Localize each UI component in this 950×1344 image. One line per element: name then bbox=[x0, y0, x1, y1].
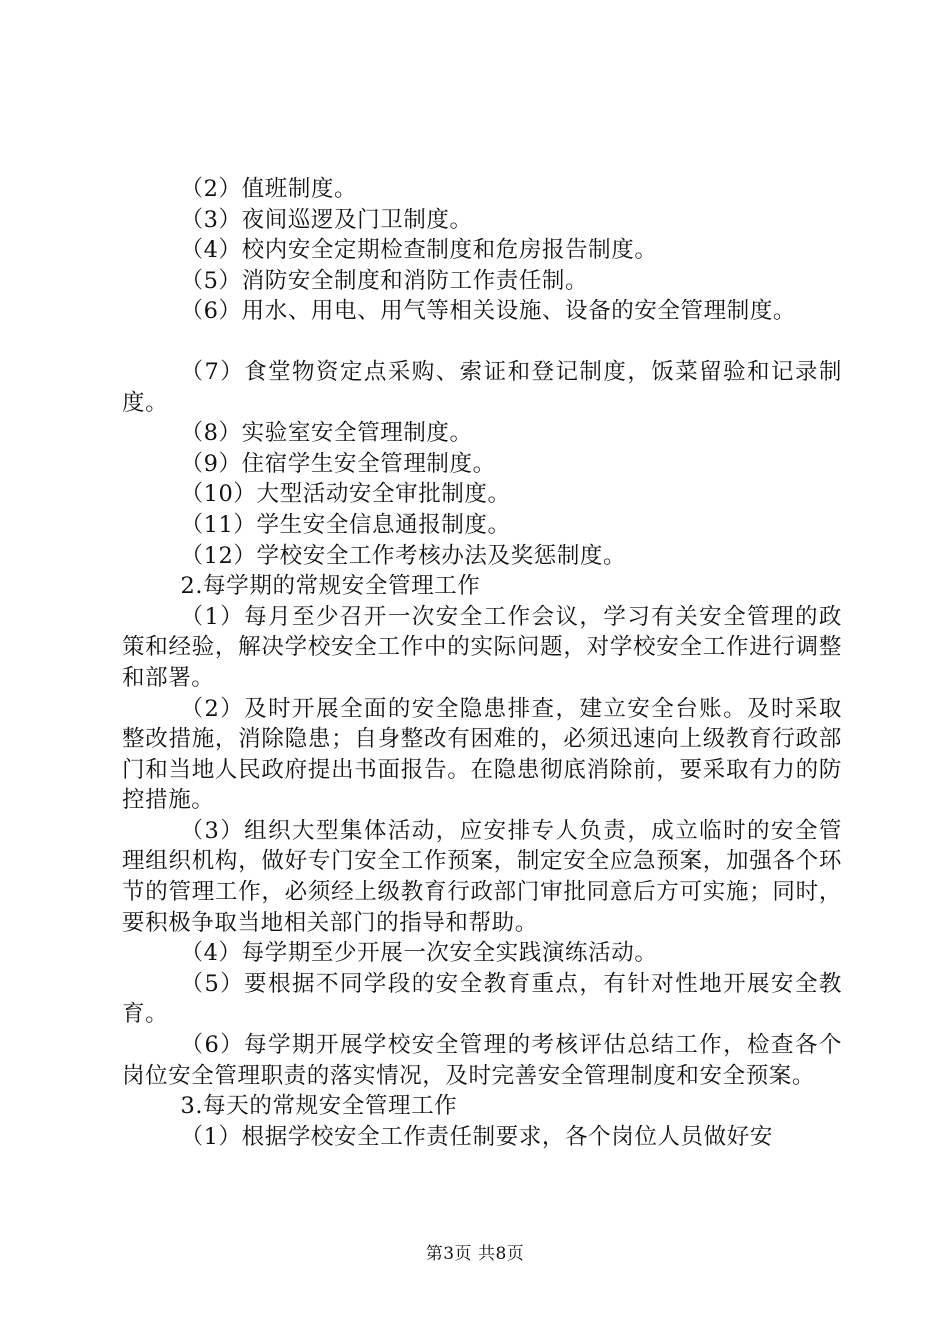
semester-item-5: （5）要根据不同学段的安全教育重点，有针对性地开展安全教育。 bbox=[122, 970, 842, 1028]
semester-item-2: （2）及时开展全面的安全隐患排查，建立安全台账。及时采取整改措施，消除隐患；自身整改有困难的，必须迅速向上级教育行政部门和当地人民政府提出书面报告。在隐患彻底消除前，要采取有力的防控措施。 bbox=[122, 695, 842, 814]
paragraph-item-8: （8）实验室安全管理制度。 bbox=[180, 420, 473, 447]
paragraph-item-10: （10）大型活动安全审批制度。 bbox=[180, 481, 511, 508]
semester-item-4: （4）每学期至少开展一次安全实践演练活动。 bbox=[180, 940, 658, 967]
paragraph-item-6: （6）用水、用电、用气等相关设施、设备的安全管理制度。 bbox=[180, 298, 797, 325]
semester-item-1: （1）每月至少召开一次安全工作会议，学习有关安全管理的政策和经验，解决学校安全工作中的实际问题，对学校安全工作进行调整和部署。 bbox=[122, 603, 842, 691]
paragraph-item-5: （5）消防安全制度和消防工作责任制。 bbox=[180, 267, 589, 294]
paragraph-item-3: （3）夜间巡逻及门卫制度。 bbox=[180, 206, 473, 233]
page-footer: 第3页 共8页 bbox=[425, 1244, 525, 1264]
document-body bbox=[122, 174, 842, 1152]
paragraph-item-4: （4）校内安全定期检查制度和危房报告制度。 bbox=[180, 237, 658, 264]
paragraph-item-9: （9）住宿学生安全管理制度。 bbox=[180, 450, 496, 477]
semester-item-3: （3）组织大型集体活动，应安排专人负责，成立临时的安全管理组织机构，做好专门安全工作预案，制定安全应急预案，加强各个环节的管理工作，必须经上级教育行政部门审批同意后方可实施；同时，要积极争取当地相关部门的指导和帮助。 bbox=[122, 817, 842, 936]
paragraph-item-2: （2）值班制度。 bbox=[180, 176, 358, 202]
semester-item-6: （6）每学期开展学校安全管理的考核评估总结工作，检查各个岗位安全管理职责的落实情况，及时完善安全管理制度和安全预案。 bbox=[122, 1032, 842, 1089]
paragraph-item-12: （12）学校安全工作考核办法及奖惩制度。 bbox=[180, 542, 627, 569]
paragraph-item-7: （7）食堂物资定点采购、索证和登记制度，饭菜留验和记录制度。 bbox=[122, 358, 842, 416]
section-heading-daily: 3.每天的常规安全管理工作 bbox=[180, 1093, 458, 1120]
section-heading-semester: 2.每学期的常规安全管理工作 bbox=[180, 573, 481, 600]
paragraph-item-11: （11）学生安全信息通报制度。 bbox=[180, 511, 511, 538]
daily-item-1: （1）根据学校安全工作责任制要求，各个岗位人员做好安 bbox=[180, 1123, 773, 1150]
